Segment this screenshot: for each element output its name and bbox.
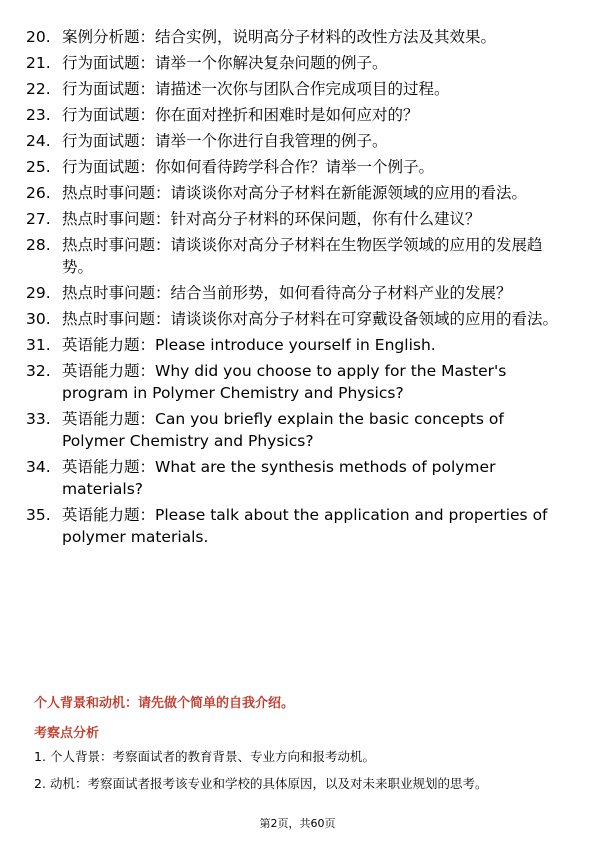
question-number: 22.: [26, 80, 51, 98]
question-number: 20.: [26, 28, 51, 46]
question-text: 英语能力题：Can you briefly explain the basic concepts of Polymer Chemistry and Physics?: [62, 410, 504, 450]
page-footer: 第2页，共60页: [259, 817, 336, 830]
analysis-number: 2.: [34, 776, 46, 791]
question-text: 行为面试题：你如何看待跨学科合作？请举一个例子。: [62, 158, 435, 176]
question-number: 25.: [26, 158, 51, 176]
question-text: 行为面试题：请描述一次你与团队合作完成项目的过程。: [62, 80, 450, 98]
question-number: 28.: [26, 236, 51, 254]
question-number: 26.: [26, 184, 51, 202]
question-item: [26, 456, 566, 500]
question-number: 21.: [26, 54, 51, 72]
question-number: 24.: [26, 132, 51, 150]
question-text: 行为面试题：你在面对挫折和困难时是如何应对的？: [62, 106, 419, 124]
analysis-number: 1.: [34, 749, 46, 764]
question-text: 案例分析题：结合实例，说明高分子材料的改性方法及其效果。: [62, 28, 497, 46]
question-item: [26, 334, 566, 356]
question-item: [26, 504, 566, 548]
question-item: [26, 234, 566, 278]
question-number: 23.: [26, 106, 51, 124]
analysis-heading: 考察点分析: [34, 726, 100, 741]
analysis-text: 动机：考察面试者报考该专业和学校的具体原因，以及对未来职业规划的思考。: [50, 776, 488, 791]
question-item: [26, 130, 566, 152]
question-number: 33.: [26, 410, 51, 428]
question-text: 行为面试题：请举一个你解决复杂问题的例子。: [62, 54, 388, 72]
question-text: 热点时事问题：请谈谈你对高分子材料在生物医学领域的应用的发展趋势。: [62, 236, 543, 276]
question-item: [26, 360, 566, 404]
analysis-item: [34, 775, 574, 793]
question-item: [26, 78, 566, 100]
question-text: 英语能力题：Please introduce yourself in English.: [62, 336, 436, 354]
analysis-list: [34, 748, 574, 802]
question-item: [26, 104, 566, 126]
question-text: 热点时事问题：请谈谈你对高分子材料在新能源领域的应用的看法。: [62, 184, 528, 202]
analysis-item: [34, 748, 574, 766]
analysis-text: 个人背景：考察面试者的教育背景、专业方向和报考动机。: [50, 749, 376, 764]
question-text: 英语能力题：Why did you choose to apply for the Master's program in Polymer Chemistry and Physics?: [62, 362, 507, 402]
question-text: 行为面试题：请举一个你进行自我管理的例子。: [62, 132, 388, 150]
question-list: [26, 26, 566, 552]
question-item: [26, 208, 566, 230]
question-item: [26, 182, 566, 204]
question-item: [26, 282, 566, 304]
question-text: 英语能力题：Please talk about the application and properties of polymer materials.: [62, 506, 548, 546]
question-item: [26, 156, 566, 178]
question-item: [26, 408, 566, 452]
section-heading: 个人背景和动机：请先做个简单的自我介绍。: [34, 696, 295, 711]
question-number: 35.: [26, 506, 51, 524]
question-number: 30.: [26, 310, 51, 328]
question-text: 英语能力题：What are the synthesis methods of polymer materials?: [62, 458, 496, 498]
question-number: 34.: [26, 458, 51, 476]
question-item: [26, 52, 566, 74]
question-number: 31.: [26, 336, 51, 354]
question-number: 32.: [26, 362, 51, 380]
question-item: [26, 26, 566, 48]
question-item: [26, 308, 566, 330]
question-number: 27.: [26, 210, 51, 228]
question-text: 热点时事问题：针对高分子材料的环保问题，你有什么建议？: [62, 210, 481, 228]
question-text: 热点时事问题：结合当前形势，如何看待高分子材料产业的发展？: [62, 284, 512, 302]
question-number: 29.: [26, 284, 51, 302]
question-text: 热点时事问题：请谈谈你对高分子材料在可穿戴设备领域的应用的看法。: [62, 310, 559, 328]
